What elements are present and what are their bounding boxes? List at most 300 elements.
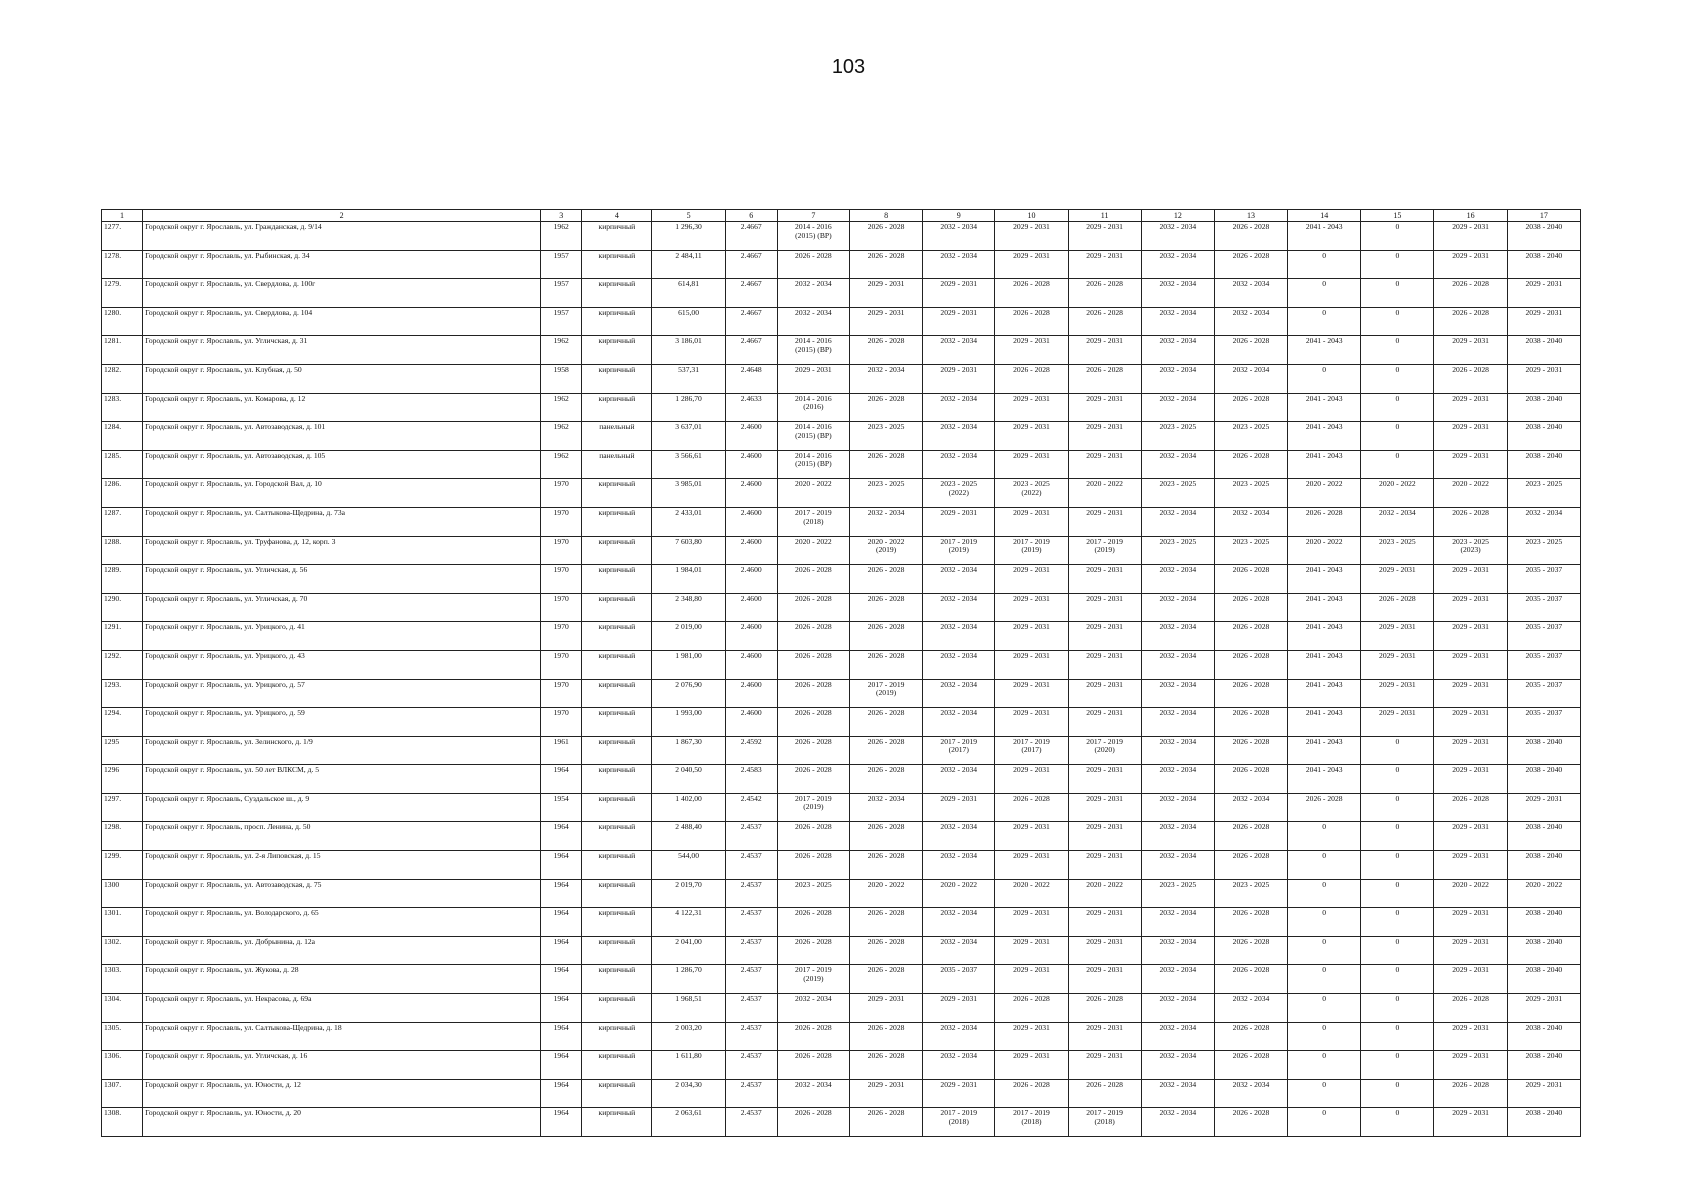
table-cell-col-9: 2032 - 2034: [923, 908, 995, 937]
table-cell-col-2: Городской округ г. Ярославль, ул. 2-я Липовская, д. 15: [143, 851, 541, 880]
table-cell-col-17: 2038 - 2040: [1507, 765, 1580, 794]
table-cell-col-6: 2.4537: [725, 1108, 777, 1137]
table-cell-col-1: 1292.: [102, 650, 143, 679]
table-cell-col-8: 2026 - 2028: [849, 393, 922, 422]
table-cell-col-4: панельный: [582, 450, 652, 479]
table-cell-col-7: 2014 - 2016 (2015) (ВР): [777, 450, 849, 479]
table-cell-col-9: 2029 - 2031: [923, 307, 995, 336]
table-cell-col-11: 2017 - 2019 (2018): [1068, 1108, 1141, 1137]
table-cell-col-4: кирпичный: [582, 1051, 652, 1080]
table-row: [102, 1051, 1581, 1080]
table-cell-col-14: 0: [1288, 364, 1361, 393]
table-cell-col-6: 2.4600: [725, 479, 777, 508]
table-cell-col-15: 0: [1361, 908, 1434, 937]
table-cell-col-16: 2029 - 2031: [1434, 1051, 1507, 1080]
table-cell-col-5: 544,00: [652, 851, 725, 880]
table-cell-col-15: 0: [1361, 736, 1434, 765]
table-cell-col-17: 2032 - 2034: [1507, 507, 1580, 536]
table-cell-col-17: 2035 - 2037: [1507, 593, 1580, 622]
table-cell-col-14: 2041 - 2043: [1288, 622, 1361, 651]
table-cell-col-8: 2026 - 2028: [849, 708, 922, 737]
table-cell-col-9: 2032 - 2034: [923, 822, 995, 851]
table-cell-col-8: 2026 - 2028: [849, 965, 922, 994]
table-row: [102, 736, 1581, 765]
table-cell-col-6: 2.4537: [725, 822, 777, 851]
table-cell-col-5: 1 402,00: [652, 793, 725, 822]
table-cell-col-8: 2023 - 2025: [849, 479, 922, 508]
table-cell-col-12: 2023 - 2025: [1141, 536, 1214, 565]
table-cell-col-16: 2029 - 2031: [1434, 822, 1507, 851]
table-cell-col-6: 2.4600: [725, 622, 777, 651]
table-cell-col-13: 2023 - 2025: [1214, 879, 1287, 908]
table-cell-col-8: 2026 - 2028: [849, 1108, 922, 1137]
table-cell-col-3: 1964: [541, 994, 582, 1023]
table-cell-col-6: 2.4667: [725, 336, 777, 365]
table-cell-col-16: 2029 - 2031: [1434, 422, 1507, 451]
table-cell-col-14: 2026 - 2028: [1288, 793, 1361, 822]
column-header-8: 8: [849, 210, 922, 222]
table-cell-col-5: 1 968,51: [652, 994, 725, 1023]
table-cell-col-2: Городской округ г. Ярославль, ул. Урицкого, д. 57: [143, 679, 541, 708]
table-cell-col-11: 2026 - 2028: [1068, 1079, 1141, 1108]
table-cell-col-3: 1954: [541, 793, 582, 822]
table-cell-col-13: 2023 - 2025: [1214, 422, 1287, 451]
table-cell-col-17: 2029 - 2031: [1507, 307, 1580, 336]
table-cell-col-15: 0: [1361, 1022, 1434, 1051]
table-cell-col-7: 2032 - 2034: [777, 307, 849, 336]
table-cell-col-14: 2041 - 2043: [1288, 708, 1361, 737]
table-cell-col-7: 2017 - 2019 (2019): [777, 965, 849, 994]
table-cell-col-4: кирпичный: [582, 393, 652, 422]
table-cell-col-10: 2029 - 2031: [995, 851, 1068, 880]
table-cell-col-11: 2029 - 2031: [1068, 936, 1141, 965]
table-cell-col-15: 0: [1361, 1108, 1434, 1137]
table-cell-col-16: 2029 - 2031: [1434, 450, 1507, 479]
table-cell-col-16: 2029 - 2031: [1434, 851, 1507, 880]
table-cell-col-2: Городской округ г. Ярославль, ул. Жукова, д. 28: [143, 965, 541, 994]
table-cell-col-3: 1970: [541, 565, 582, 594]
table-cell-col-14: 0: [1288, 1022, 1361, 1051]
table-cell-col-2: Городской округ г. Ярославль, ул. Урицкого, д. 41: [143, 622, 541, 651]
table-cell-col-13: 2026 - 2028: [1214, 450, 1287, 479]
table-cell-col-6: 2.4537: [725, 908, 777, 937]
table-cell-col-13: 2032 - 2034: [1214, 1079, 1287, 1108]
table-cell-col-8: 2026 - 2028: [849, 650, 922, 679]
table-cell-col-16: 2026 - 2028: [1434, 793, 1507, 822]
table-cell-col-2: Городской округ г. Ярославль, ул. Угличская, д. 70: [143, 593, 541, 622]
table-cell-col-12: 2032 - 2034: [1141, 1051, 1214, 1080]
table-cell-col-1: 1285.: [102, 450, 143, 479]
table-cell-col-5: 614,81: [652, 279, 725, 308]
table-cell-col-5: 2 488,40: [652, 822, 725, 851]
table-cell-col-3: 1964: [541, 765, 582, 794]
table-cell-col-4: кирпичный: [582, 593, 652, 622]
table-row: [102, 536, 1581, 565]
table-cell-col-12: 2032 - 2034: [1141, 364, 1214, 393]
table-cell-col-15: 0: [1361, 994, 1434, 1023]
table-cell-col-5: 3 566,61: [652, 450, 725, 479]
table-row: [102, 936, 1581, 965]
table-cell-col-5: 1 296,30: [652, 222, 725, 251]
table-cell-col-8: 2029 - 2031: [849, 994, 922, 1023]
table-cell-col-14: 0: [1288, 1108, 1361, 1137]
table-cell-col-11: 2029 - 2031: [1068, 422, 1141, 451]
column-header-5: 5: [652, 210, 725, 222]
table-cell-col-7: 2026 - 2028: [777, 822, 849, 851]
column-header-15: 15: [1361, 210, 1434, 222]
table-cell-col-6: 2.4667: [725, 279, 777, 308]
table-cell-col-6: 2.4537: [725, 1022, 777, 1051]
table-cell-col-17: 2035 - 2037: [1507, 565, 1580, 594]
table-cell-col-1: 1287.: [102, 507, 143, 536]
table-cell-col-13: 2026 - 2028: [1214, 765, 1287, 794]
table-cell-col-6: 2.4600: [725, 422, 777, 451]
table-cell-col-7: 2023 - 2025: [777, 879, 849, 908]
table-row: [102, 593, 1581, 622]
table-cell-col-3: 1970: [541, 507, 582, 536]
table-row: [102, 822, 1581, 851]
table-row: [102, 650, 1581, 679]
table-cell-col-11: 2026 - 2028: [1068, 364, 1141, 393]
table-cell-col-16: 2029 - 2031: [1434, 622, 1507, 651]
table-cell-col-15: 2029 - 2031: [1361, 565, 1434, 594]
table-cell-col-16: 2020 - 2022: [1434, 479, 1507, 508]
table-row: [102, 851, 1581, 880]
table-cell-col-17: 2038 - 2040: [1507, 1051, 1580, 1080]
table-cell-col-7: 2026 - 2028: [777, 622, 849, 651]
table-cell-col-3: 1964: [541, 1108, 582, 1137]
table-cell-col-6: 2.4600: [725, 650, 777, 679]
table-cell-col-4: кирпичный: [582, 793, 652, 822]
table-cell-col-11: 2029 - 2031: [1068, 222, 1141, 251]
table-cell-col-7: 2014 - 2016 (2016): [777, 393, 849, 422]
table-cell-col-8: 2020 - 2022 (2019): [849, 536, 922, 565]
table-cell-col-10: 2029 - 2031: [995, 1051, 1068, 1080]
table-cell-col-10: 2029 - 2031: [995, 565, 1068, 594]
table-cell-col-1: 1299.: [102, 851, 143, 880]
table-cell-col-1: 1304.: [102, 994, 143, 1023]
table-cell-col-14: 2041 - 2043: [1288, 736, 1361, 765]
table-cell-col-16: 2029 - 2031: [1434, 565, 1507, 594]
table-cell-col-10: 2026 - 2028: [995, 1079, 1068, 1108]
table-cell-col-5: 1 981,00: [652, 650, 725, 679]
table-cell-col-9: 2023 - 2025 (2022): [923, 479, 995, 508]
table-cell-col-9: 2032 - 2034: [923, 336, 995, 365]
table-cell-col-2: Городской округ г. Ярославль, ул. Свердлова, д. 104: [143, 307, 541, 336]
table-cell-col-4: кирпичный: [582, 650, 652, 679]
table-cell-col-5: 2 019,70: [652, 879, 725, 908]
table-cell-col-1: 1307.: [102, 1079, 143, 1108]
table-cell-col-13: 2023 - 2025: [1214, 479, 1287, 508]
table-cell-col-11: 2029 - 2031: [1068, 679, 1141, 708]
table-cell-col-17: 2029 - 2031: [1507, 793, 1580, 822]
table-cell-col-12: 2032 - 2034: [1141, 593, 1214, 622]
table-cell-col-7: 2032 - 2034: [777, 279, 849, 308]
table-cell-col-7: 2017 - 2019 (2019): [777, 793, 849, 822]
table-cell-col-11: 2020 - 2022: [1068, 479, 1141, 508]
table-cell-col-15: 0: [1361, 279, 1434, 308]
table-cell-col-2: Городской округ г. Ярославль, ул. Угличская, д. 16: [143, 1051, 541, 1080]
table-cell-col-14: 0: [1288, 965, 1361, 994]
table-cell-col-6: 2.4600: [725, 450, 777, 479]
table-cell-col-16: 2026 - 2028: [1434, 1079, 1507, 1108]
table-cell-col-12: 2032 - 2034: [1141, 650, 1214, 679]
table-cell-col-4: кирпичный: [582, 736, 652, 765]
table-cell-col-13: 2032 - 2034: [1214, 307, 1287, 336]
table-cell-col-10: 2026 - 2028: [995, 307, 1068, 336]
table-cell-col-8: 2026 - 2028: [849, 936, 922, 965]
table-cell-col-11: 2029 - 2031: [1068, 765, 1141, 794]
table-cell-col-17: 2023 - 2025: [1507, 479, 1580, 508]
table-cell-col-4: кирпичный: [582, 250, 652, 279]
table-cell-col-3: 1957: [541, 250, 582, 279]
table-cell-col-1: 1295: [102, 736, 143, 765]
table-cell-col-12: 2032 - 2034: [1141, 736, 1214, 765]
table-cell-col-16: 2026 - 2028: [1434, 507, 1507, 536]
table-cell-col-10: 2029 - 2031: [995, 393, 1068, 422]
table-cell-col-14: 0: [1288, 307, 1361, 336]
table-cell-col-5: 1 867,30: [652, 736, 725, 765]
table-cell-col-14: 0: [1288, 1051, 1361, 1080]
table-cell-col-16: 2029 - 2031: [1434, 708, 1507, 737]
table-cell-col-2: Городской округ г. Ярославль, ул. Урицкого, д. 59: [143, 708, 541, 737]
table-row: [102, 908, 1581, 937]
table-cell-col-17: 2029 - 2031: [1507, 1079, 1580, 1108]
table-cell-col-2: Городской округ г. Ярославль, ул. Добрынина, д. 12а: [143, 936, 541, 965]
table-cell-col-6: 2.4537: [725, 965, 777, 994]
table-cell-col-15: 2020 - 2022: [1361, 479, 1434, 508]
table-cell-col-3: 1964: [541, 822, 582, 851]
table-cell-col-15: 0: [1361, 307, 1434, 336]
table-cell-col-12: 2032 - 2034: [1141, 708, 1214, 737]
table-cell-col-16: 2029 - 2031: [1434, 736, 1507, 765]
table-cell-col-4: кирпичный: [582, 1022, 652, 1051]
table-cell-col-3: 1962: [541, 393, 582, 422]
table-cell-col-11: 2017 - 2019 (2019): [1068, 536, 1141, 565]
table-cell-col-1: 1283.: [102, 393, 143, 422]
table-cell-col-8: 2020 - 2022: [849, 879, 922, 908]
table-cell-col-6: 2.4648: [725, 364, 777, 393]
table-cell-col-11: 2029 - 2031: [1068, 393, 1141, 422]
table-cell-col-5: 615,00: [652, 307, 725, 336]
table-cell-col-4: кирпичный: [582, 336, 652, 365]
table-cell-col-17: 2029 - 2031: [1507, 364, 1580, 393]
table-cell-col-15: 0: [1361, 1051, 1434, 1080]
table-cell-col-3: 1957: [541, 307, 582, 336]
table-cell-col-10: 2029 - 2031: [995, 708, 1068, 737]
table-cell-col-11: 2026 - 2028: [1068, 994, 1141, 1023]
table-cell-col-16: 2029 - 2031: [1434, 393, 1507, 422]
table-cell-col-16: 2029 - 2031: [1434, 1022, 1507, 1051]
table-cell-col-17: 2038 - 2040: [1507, 1022, 1580, 1051]
table-cell-col-12: 2032 - 2034: [1141, 336, 1214, 365]
table-cell-col-10: 2029 - 2031: [995, 936, 1068, 965]
table-cell-col-13: 2026 - 2028: [1214, 650, 1287, 679]
table-cell-col-10: 2026 - 2028: [995, 994, 1068, 1023]
table-cell-col-12: 2032 - 2034: [1141, 307, 1214, 336]
table-cell-col-15: 2029 - 2031: [1361, 679, 1434, 708]
table-cell-col-9: 2017 - 2019 (2017): [923, 736, 995, 765]
table-cell-col-1: 1281.: [102, 336, 143, 365]
table-cell-col-5: 2 003,20: [652, 1022, 725, 1051]
table-cell-col-4: кирпичный: [582, 507, 652, 536]
table-cell-col-4: кирпичный: [582, 364, 652, 393]
table-cell-col-10: 2017 - 2019 (2017): [995, 736, 1068, 765]
table-cell-col-15: 0: [1361, 765, 1434, 794]
table-cell-col-6: 2.4537: [725, 879, 777, 908]
table-cell-col-15: 0: [1361, 936, 1434, 965]
column-header-10: 10: [995, 210, 1068, 222]
table-cell-col-6: 2.4600: [725, 536, 777, 565]
table-cell-col-10: 2029 - 2031: [995, 650, 1068, 679]
table-cell-col-10: 2017 - 2019 (2019): [995, 536, 1068, 565]
table-cell-col-3: 1970: [541, 650, 582, 679]
table-cell-col-1: 1279.: [102, 279, 143, 308]
table-cell-col-9: 2032 - 2034: [923, 708, 995, 737]
table-cell-col-1: 1291.: [102, 622, 143, 651]
table-cell-col-2: Городской округ г. Ярославль, ул. Урицкого, д. 43: [143, 650, 541, 679]
table-cell-col-2: Городской округ г. Ярославль, Суздальское ш., д. 9: [143, 793, 541, 822]
table-cell-col-9: 2032 - 2034: [923, 1051, 995, 1080]
table-body: [102, 222, 1581, 1137]
table-cell-col-7: 2014 - 2016 (2015) (ВР): [777, 222, 849, 251]
table-cell-col-5: 3 186,01: [652, 336, 725, 365]
table-cell-col-4: кирпичный: [582, 679, 652, 708]
table-cell-col-13: 2026 - 2028: [1214, 1022, 1287, 1051]
table-cell-col-3: 1962: [541, 336, 582, 365]
table-cell-col-12: 2032 - 2034: [1141, 222, 1214, 251]
table-cell-col-16: 2026 - 2028: [1434, 279, 1507, 308]
table-cell-col-7: 2026 - 2028: [777, 593, 849, 622]
table-cell-col-12: 2032 - 2034: [1141, 507, 1214, 536]
table-cell-col-15: 2023 - 2025: [1361, 536, 1434, 565]
table-cell-col-13: 2026 - 2028: [1214, 1108, 1287, 1137]
table-cell-col-9: 2032 - 2034: [923, 393, 995, 422]
table-cell-col-12: 2032 - 2034: [1141, 765, 1214, 794]
table-cell-col-7: 2026 - 2028: [777, 736, 849, 765]
column-header-6: 6: [725, 210, 777, 222]
table-cell-col-10: 2026 - 2028: [995, 364, 1068, 393]
table-cell-col-9: 2017 - 2019 (2019): [923, 536, 995, 565]
table-cell-col-2: Городской округ г. Ярославль, ул. Гражданская, д. 9/14: [143, 222, 541, 251]
table-cell-col-2: Городской округ г. Ярославль, ул. Некрасова, д. 69а: [143, 994, 541, 1023]
table-cell-col-10: 2020 - 2022: [995, 879, 1068, 908]
table-cell-col-16: 2023 - 2025 (2023): [1434, 536, 1507, 565]
table-cell-col-12: 2032 - 2034: [1141, 622, 1214, 651]
table-cell-col-11: 2029 - 2031: [1068, 822, 1141, 851]
table-cell-col-15: 0: [1361, 450, 1434, 479]
table-cell-col-11: 2029 - 2031: [1068, 565, 1141, 594]
table-cell-col-9: 2032 - 2034: [923, 222, 995, 251]
table-cell-col-15: 0: [1361, 1079, 1434, 1108]
table-cell-col-5: 2 484,11: [652, 250, 725, 279]
table-cell-col-8: 2026 - 2028: [849, 851, 922, 880]
table-cell-col-8: 2026 - 2028: [849, 222, 922, 251]
table-cell-col-5: 4 122,31: [652, 908, 725, 937]
table-cell-col-5: 2 041,00: [652, 936, 725, 965]
table-cell-col-8: 2026 - 2028: [849, 1051, 922, 1080]
table-cell-col-8: 2026 - 2028: [849, 622, 922, 651]
table-cell-col-12: 2032 - 2034: [1141, 822, 1214, 851]
table-cell-col-14: 2041 - 2043: [1288, 679, 1361, 708]
table-cell-col-1: 1278.: [102, 250, 143, 279]
table-cell-col-5: 2 348,80: [652, 593, 725, 622]
table-cell-col-8: 2032 - 2034: [849, 364, 922, 393]
table-cell-col-8: 2026 - 2028: [849, 250, 922, 279]
table-cell-col-3: 1957: [541, 279, 582, 308]
table-cell-col-16: 2029 - 2031: [1434, 679, 1507, 708]
table-cell-col-7: 2017 - 2019 (2018): [777, 507, 849, 536]
table-cell-col-13: 2026 - 2028: [1214, 593, 1287, 622]
table-cell-col-13: 2032 - 2034: [1214, 994, 1287, 1023]
table-cell-col-12: 2023 - 2025: [1141, 879, 1214, 908]
table-cell-col-1: 1286.: [102, 479, 143, 508]
table-row: [102, 279, 1581, 308]
table-cell-col-8: 2026 - 2028: [849, 1022, 922, 1051]
table-cell-col-10: 2029 - 2031: [995, 422, 1068, 451]
table-cell-col-3: 1970: [541, 593, 582, 622]
table-cell-col-10: 2029 - 2031: [995, 593, 1068, 622]
table-cell-col-13: 2026 - 2028: [1214, 851, 1287, 880]
table-cell-col-7: 2026 - 2028: [777, 708, 849, 737]
table-cell-col-17: 2038 - 2040: [1507, 822, 1580, 851]
table-cell-col-7: 2020 - 2022: [777, 536, 849, 565]
table-row: [102, 879, 1581, 908]
table-cell-col-13: 2026 - 2028: [1214, 936, 1287, 965]
table-cell-col-5: 2 076,90: [652, 679, 725, 708]
table-cell-col-12: 2032 - 2034: [1141, 994, 1214, 1023]
table-row: [102, 250, 1581, 279]
table-cell-col-14: 0: [1288, 822, 1361, 851]
table-cell-col-7: 2026 - 2028: [777, 1022, 849, 1051]
table-cell-col-17: 2035 - 2037: [1507, 622, 1580, 651]
table-cell-col-10: 2029 - 2031: [995, 507, 1068, 536]
table-cell-col-3: 1970: [541, 479, 582, 508]
table-cell-col-5: 1 611,80: [652, 1051, 725, 1080]
table-cell-col-2: Городской округ г. Ярославль, ул. Угличская, д. 31: [143, 336, 541, 365]
table-cell-col-13: 2026 - 2028: [1214, 822, 1287, 851]
table-row: [102, 450, 1581, 479]
table-row: [102, 1079, 1581, 1108]
table-cell-col-16: 2029 - 2031: [1434, 936, 1507, 965]
table-cell-col-9: 2032 - 2034: [923, 650, 995, 679]
table-cell-col-8: 2026 - 2028: [849, 908, 922, 937]
table-cell-col-10: 2029 - 2031: [995, 908, 1068, 937]
table-cell-col-17: 2038 - 2040: [1507, 1108, 1580, 1137]
table-cell-col-15: 0: [1361, 793, 1434, 822]
table-cell-col-13: 2032 - 2034: [1214, 507, 1287, 536]
table-cell-col-7: 2020 - 2022: [777, 479, 849, 508]
table-row: [102, 565, 1581, 594]
table-cell-col-6: 2.4667: [725, 250, 777, 279]
table-cell-col-9: 2029 - 2031: [923, 364, 995, 393]
table-cell-col-6: 2.4542: [725, 793, 777, 822]
table-cell-col-14: 2041 - 2043: [1288, 565, 1361, 594]
table-cell-col-12: 2032 - 2034: [1141, 965, 1214, 994]
table-cell-col-6: 2.4537: [725, 936, 777, 965]
table-cell-col-12: 2032 - 2034: [1141, 393, 1214, 422]
table-row: [102, 622, 1581, 651]
table-row: [102, 479, 1581, 508]
table-cell-col-2: Городской округ г. Ярославль, ул. Юности, д. 12: [143, 1079, 541, 1108]
column-header-1: 1: [102, 210, 143, 222]
table-cell-col-8: 2029 - 2031: [849, 279, 922, 308]
table-cell-col-2: Городской округ г. Ярославль, ул. Комарова, д. 12: [143, 393, 541, 422]
table-cell-col-12: 2032 - 2034: [1141, 793, 1214, 822]
table-cell-col-3: 1964: [541, 908, 582, 937]
table-cell-col-12: 2032 - 2034: [1141, 936, 1214, 965]
table-cell-col-2: Городской округ г. Ярославль, ул. Зелинского, д. 1/9: [143, 736, 541, 765]
